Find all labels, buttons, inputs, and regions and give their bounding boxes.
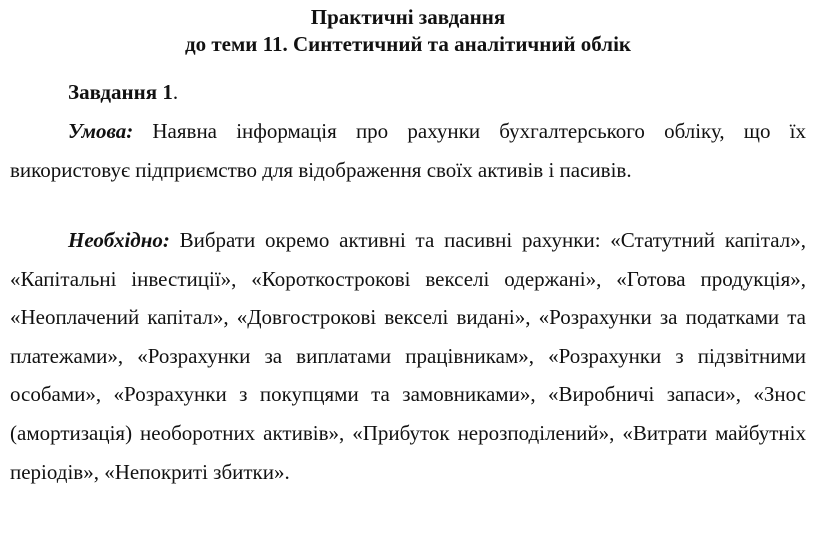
required-text: Вибрати окремо активні та пасивні рахунки: «Статутний капітал», «Капітальні інвестиції», «Короткострокові векселі одержані», «Готова продукція», «Неоплачений капітал», «Довгострокові векселі видані», «Розрахунки за податками та платежами», «Розрахунки за виплатами працівникам», «Розрахунки з підзвітними особами», «Розрахунки з покупцями та замовниками», «Виробничі запаси», «Знос (амортизація) необоротних активів», «Прибуток нерозподілений», «Витрати майбутніх періодів», «Непокриті збитки». <box>10 228 806 484</box>
condition-paragraph <box>10 112 806 189</box>
task-heading <box>68 79 178 105</box>
condition-label: Умова: <box>68 119 134 143</box>
task-label: Завдання 1 <box>68 80 173 104</box>
task-suffix: . <box>172 80 179 104</box>
required-paragraph <box>10 221 806 491</box>
document-subtitle: до теми 11. Синтетичний та аналітичний облік <box>184 32 632 56</box>
document-title: Практичні завдання <box>310 5 506 29</box>
required-label: Необхідно: <box>68 228 170 252</box>
condition-text: Наявна інформація про рахунки бухгалтерського обліку, що їх використовує підприємство для відображення своїх активів і пасивів. <box>10 119 806 182</box>
